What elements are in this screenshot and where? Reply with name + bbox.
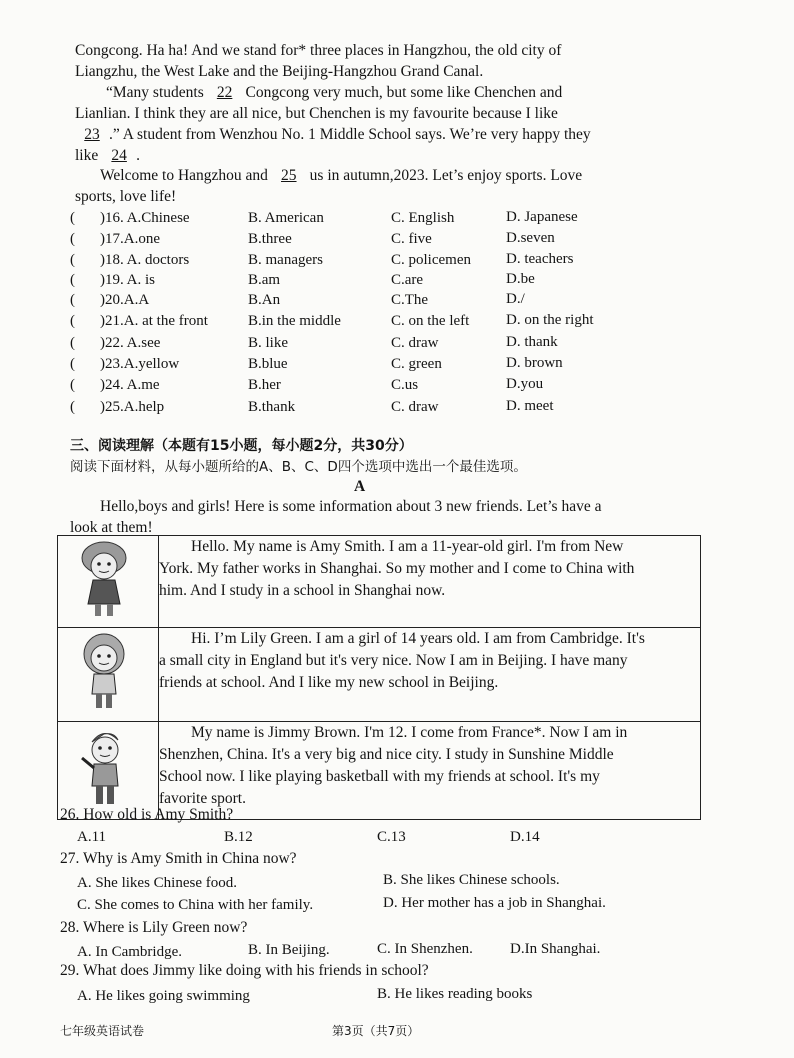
option-a: )22. A.see bbox=[100, 335, 161, 351]
question-stem: 27. Why is Amy Smith in China now? bbox=[60, 850, 297, 867]
profile-line: him. And I study in a school in Shanghai now. bbox=[159, 582, 446, 599]
answer-paren[interactable]: ( bbox=[70, 356, 75, 372]
passage-line bbox=[75, 146, 140, 166]
answer-paren[interactable]: ( bbox=[70, 399, 75, 415]
profile-line: York. My father works in Shanghai. So my mother and I come to China with bbox=[159, 560, 635, 577]
profile-line: Shenzhen, China. It's a very big and nice city. I study in Sunshine Middle bbox=[159, 746, 614, 763]
option-d: D. brown bbox=[506, 355, 563, 371]
option-d: D./ bbox=[506, 291, 525, 307]
option-a: )25.A.help bbox=[100, 399, 165, 415]
amy-illustration bbox=[58, 536, 158, 622]
option-c: C.The bbox=[391, 292, 429, 308]
passage-text: Welcome to Hangzhou and bbox=[100, 167, 272, 184]
passage-line bbox=[106, 83, 562, 103]
profiles-table bbox=[57, 535, 701, 820]
passage-text: “Many students bbox=[106, 84, 208, 101]
passage-line: Liangzhu, the West Lake and the Beijing-Hangzhou Grand Canal. bbox=[75, 63, 484, 80]
option-b: B. like bbox=[248, 335, 288, 351]
option-c: C.us bbox=[391, 377, 419, 393]
profile-text bbox=[159, 722, 701, 820]
answer-paren[interactable]: ( bbox=[70, 313, 75, 329]
passage-line: sports, love life! bbox=[75, 188, 177, 205]
option-c: C. draw bbox=[391, 335, 439, 351]
profile-line: favorite sport. bbox=[159, 790, 246, 807]
lily-illustration bbox=[58, 628, 158, 716]
option-a: )20.A.A bbox=[100, 292, 150, 308]
option-d: D.you bbox=[506, 376, 544, 392]
profile-row bbox=[58, 536, 701, 628]
profile-text bbox=[159, 536, 701, 628]
option-d: D. meet bbox=[506, 398, 554, 414]
option-a[interactable]: A. He likes going swimming bbox=[77, 988, 250, 1004]
footer-left: 七年级英语试卷 bbox=[60, 1024, 145, 1038]
intro-line: Hello,boys and girls! Here is some information about 3 new friends. Let’s have a bbox=[100, 498, 602, 515]
option-d: D. thank bbox=[506, 334, 558, 350]
question-stem: 28. Where is Lily Green now? bbox=[60, 919, 248, 936]
blank-24: 24 bbox=[111, 147, 127, 164]
option-b: B.blue bbox=[248, 356, 288, 372]
option-c: C. policemen bbox=[391, 252, 471, 268]
option-b: B. managers bbox=[248, 252, 323, 268]
option-a[interactable]: A.11 bbox=[77, 829, 107, 845]
option-c[interactable]: C.13 bbox=[377, 829, 406, 845]
option-b: B.in the middle bbox=[248, 313, 341, 329]
option-a[interactable]: A. In Cambridge. bbox=[77, 944, 182, 960]
option-b: B.her bbox=[248, 377, 281, 393]
passage-line bbox=[100, 166, 582, 186]
option-a: )24. A.me bbox=[100, 377, 160, 393]
passage-line: Lianlian. I think they are all nice, but Chenchen is my favourite because I like bbox=[75, 105, 558, 122]
profile-line: a small city in England but it's very nice. Now I am in Beijing. I have many bbox=[159, 652, 628, 669]
option-b: B.An bbox=[248, 292, 281, 308]
passage-text: Congcong very much, but some like Chenchen and bbox=[241, 84, 563, 101]
blank-25: 25 bbox=[281, 167, 297, 184]
page-number: 第3页（共7页） bbox=[332, 1024, 420, 1038]
option-d: D. on the right bbox=[506, 312, 594, 328]
intro-line: look at them! bbox=[70, 519, 153, 536]
option-a[interactable]: A. She likes Chinese food. bbox=[77, 875, 237, 891]
profile-text bbox=[159, 628, 701, 722]
option-d[interactable]: D. Her mother has a job in Shanghai. bbox=[383, 895, 606, 911]
blank-22: 22 bbox=[216, 84, 233, 101]
answer-paren[interactable]: ( bbox=[70, 272, 75, 288]
option-b[interactable]: B. He likes reading books bbox=[377, 986, 533, 1002]
profile-line: School now. I like playing basketball with my friends at school. It's my bbox=[159, 768, 600, 785]
profile-line: friends at school. And I like my new school in Beijing. bbox=[159, 674, 499, 691]
option-a: )16. A.Chinese bbox=[100, 210, 190, 226]
option-c[interactable]: C. She comes to China with her family. bbox=[77, 897, 314, 913]
option-c: C. green bbox=[391, 356, 442, 372]
profile-picture-cell bbox=[58, 536, 159, 628]
part-label: A bbox=[354, 478, 366, 495]
option-c: C. on the left bbox=[391, 313, 470, 329]
option-c[interactable]: C. In Shenzhen. bbox=[377, 941, 473, 957]
blank-23: 23 bbox=[84, 126, 100, 143]
question-stem: 29. What does Jimmy like doing with his friends in school? bbox=[60, 962, 429, 979]
answer-paren[interactable]: ( bbox=[70, 210, 75, 226]
option-c: C. five bbox=[391, 231, 432, 247]
option-b: B.am bbox=[248, 272, 281, 288]
answer-paren[interactable]: ( bbox=[70, 252, 75, 268]
option-d: D.be bbox=[506, 271, 535, 287]
answer-paren[interactable]: ( bbox=[70, 292, 75, 308]
section-heading: 三、阅读理解（本题有15小题，每小题2分，共30分） bbox=[70, 438, 413, 454]
option-c: C. draw bbox=[391, 399, 439, 415]
profile-line: Hello. My name is Amy Smith. I am a 11-year-old girl. I'm from New bbox=[191, 538, 624, 555]
option-b[interactable]: B. She likes Chinese schools. bbox=[383, 872, 560, 888]
passage-text: . bbox=[136, 147, 140, 164]
option-b: B.thank bbox=[248, 399, 296, 415]
option-a: )23.A.yellow bbox=[100, 356, 180, 372]
section-instruction: 阅读下面材料，从每小题所给的A、B、C、D四个选项中选出一个最佳选项。 bbox=[70, 459, 527, 475]
question-stem: 26. How old is Amy Smith? bbox=[60, 806, 234, 823]
option-b: B.three bbox=[248, 231, 292, 247]
option-b: B. American bbox=[248, 210, 324, 226]
profile-picture-cell bbox=[58, 628, 159, 722]
option-c: C.are bbox=[391, 272, 424, 288]
answer-paren[interactable]: ( bbox=[70, 231, 75, 247]
option-b[interactable]: B. In Beijing. bbox=[248, 942, 330, 958]
answer-paren[interactable]: ( bbox=[70, 377, 75, 393]
option-a: )19. A. is bbox=[100, 272, 156, 288]
option-a: )18. A. doctors bbox=[100, 252, 190, 268]
option-c: C. English bbox=[391, 210, 455, 226]
passage-text: like bbox=[75, 147, 103, 164]
option-d: D.seven bbox=[506, 230, 555, 246]
option-d[interactable]: D.In Shanghai. bbox=[510, 941, 601, 957]
passage-line: Congcong. Ha ha! And we stand for* three places in Hangzhou, the old city of bbox=[75, 42, 562, 59]
option-a: )21.A. at the front bbox=[100, 313, 208, 329]
profile-line: Hi. I’m Lily Green. I am a girl of 14 years old. I am from Cambridge. It's bbox=[191, 630, 645, 647]
passage-text: .” A student from Wenzhou No. 1 Middle School says. We’re very happy they bbox=[109, 126, 591, 143]
answer-paren[interactable]: ( bbox=[70, 335, 75, 351]
profile-row bbox=[58, 628, 701, 722]
option-d: D. Japanese bbox=[506, 209, 578, 225]
jimmy-illustration bbox=[58, 722, 158, 814]
option-a: )17.A.one bbox=[100, 231, 160, 247]
passage-text: us in autumn,2023. Let’s enjoy sports. Love bbox=[305, 167, 583, 184]
option-d[interactable]: D.14 bbox=[510, 829, 540, 845]
option-d: D. teachers bbox=[506, 251, 574, 267]
option-b[interactable]: B.12 bbox=[224, 829, 253, 845]
passage-line bbox=[75, 125, 591, 145]
profile-line: My name is Jimmy Brown. I'm 12. I come from France*. Now I am in bbox=[191, 724, 628, 741]
